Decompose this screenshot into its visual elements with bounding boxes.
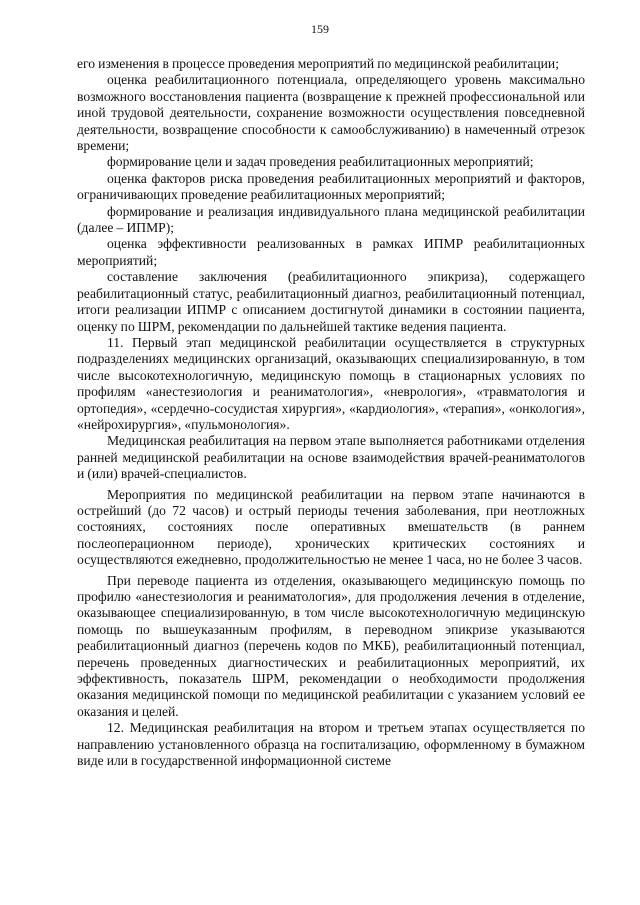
paragraph-continuation: его изменения в процессе проведения мероприятий по медицинской реабилитации; [77, 56, 559, 71]
list-item-effectiveness: оценка эффективности реализованных в рамках ИПМР реабилитационных мероприятий; [77, 236, 585, 268]
list-item-conclusion: составление заключения (реабилитационного эпикриза), содержащего реабилитационный статус, реабилитационный диагноз, реабилитационный потенциал, итоги реализации ИПМР с описанием достигнутой динамики в состоянии пациента, оценку по ШРМ, рекомендации по дальнейшей тактике ведения пациента. [77, 269, 585, 334]
paragraph-transfer: При переводе пациента из отделения, оказывающего медицинскую помощь по профилю «анестезиология и реаниматология», для продолжения лечения в отделение, оказывающее специализированную, в том числе высокотехнологичную медицинскую помощь по вышеуказанным профилям, в переводном эпикризе указываются реабилитационный диагноз (перечень кодов по МКБ), реабилитационный потенциал, перечень проведенных диагностических и реабилитационных мероприятий, их эффективность, показатель ШРМ, рекомендации о необходимости продолжения оказания медицинской помощи по медицинской реабилитации с указанием условий ее оказания и целей. [77, 572, 585, 719]
document-body [77, 56, 585, 769]
section-12-paragraph: 12. Медицинская реабилитация на втором и третьем этапах осуществляется по направлению установленного образца на госпитализацию, оформленному в бумажном виде или в государственной информационной системе [77, 720, 585, 769]
list-item-goals: формирование цели и задач проведения реабилитационных мероприятий; [107, 154, 534, 170]
list-item-rehab-potential: оценка реабилитационного потенциала, определяющего уровень максимально возможного восстановления пациента (возвращение к прежней профессиональной или иной трудовой деятельности, сохранение возможности осуществления повседневной деятельности, возвращение способности к самообслуживанию) в намеченный отрезок времени; [77, 72, 585, 154]
list-item-ipmr: формирование и реализация индивидуального плана медицинской реабилитации (далее – ИПМР); [77, 203, 585, 236]
page-number: 159 [311, 22, 329, 36]
list-item-risk-factors: оценка факторов риска проведения реабилитационных мероприятий и факторов, ограничивающих проведение реабилитационных мероприятий; [77, 170, 585, 203]
paragraph-first-stage-staff: Медицинская реабилитация на первом этапе выполняется работниками отделения ранней медицинской реабилитации на основе взаимодействия врачей-реаниматологов и (или) врачей-специалистов. [77, 433, 585, 482]
section-11-paragraph: 11. Первый этап медицинской реабилитации осуществляется в структурных подразделениях медицинских организаций, оказывающих специализированную, в том числе высокотехнологичную, медицинскую помощь в стационарных условиях по профилям «анестезиология и реаниматология», «неврология», «травматология и ортопедия», «сердечно-сосудистая хирургия», «кардиология», «терапия», «онкология», «нейрохирургия», «пульмонология». [77, 334, 585, 432]
paragraph-first-stage-timing: Мероприятия по медицинской реабилитации на первом этапе начинаются в острейший (до 72 часов) и острый периоды течения заболевания, при неотложных состояниях, состояниях после оперативных вмешательств (в раннем послеоперационном периоде), хронических критических состояниях и осуществляются ежедневно, продолжительностью не менее 1 часа, но не более 3 часов. [77, 486, 585, 568]
